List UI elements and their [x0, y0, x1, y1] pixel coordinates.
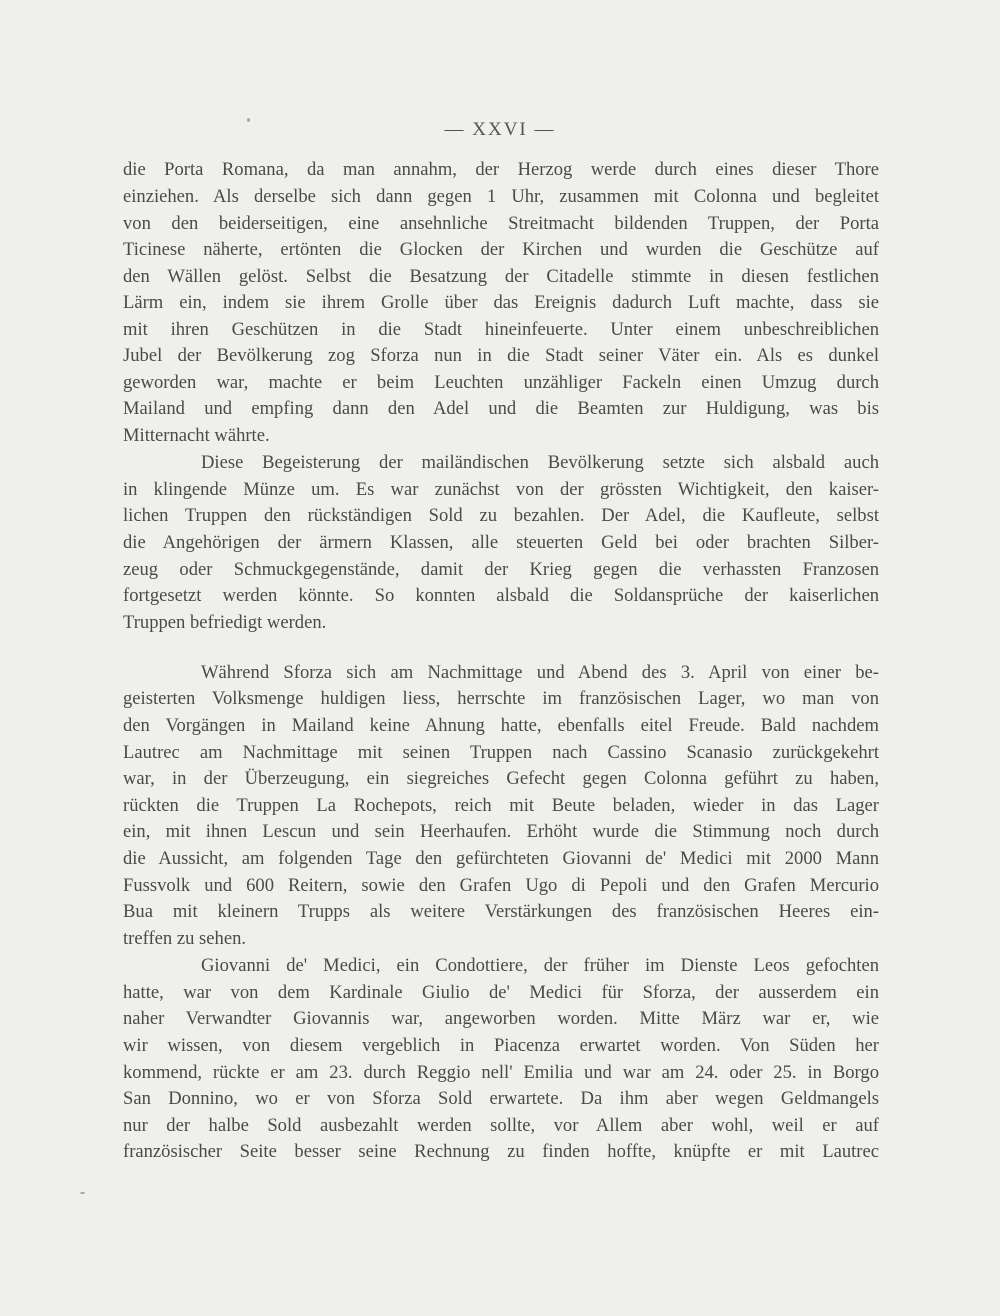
text-line: einziehen. Als derselbe sich dann gegen 1 Uhr, zusammen mit Colonna und begleitet	[123, 186, 879, 207]
text-line: die Angehörigen der ärmern Klassen, alle steuerten Geld bei oder brachten Silber-	[123, 532, 879, 553]
text-line: Lärm ein, indem sie ihrem Grolle über das Ereignis dadurch Luft machte, dass sie	[123, 292, 879, 313]
text-line: Während Sforza sich am Nachmittage und Abend des 3. April von einer be-	[201, 662, 879, 683]
text-line: treffen zu sehen.	[123, 928, 247, 949]
text-line: ein, mit ihnen Lescun und sein Heerhaufen. Erhöht wurde die Stimmung noch durch	[123, 821, 879, 842]
text-line: San Donnino, wo er von Sforza Sold erwartete. Da ihm aber wegen Geldmangels	[123, 1088, 879, 1109]
text-line: den Vorgängen in Mailand keine Ahnung hatte, ebenfalls eitel Freude. Bald nachdem	[123, 715, 879, 736]
text-line: von den beiderseitigen, eine ansehnliche Streitmacht bildenden Truppen, der Porta	[123, 213, 879, 234]
text-line: fortgesetzt werden könnte. So konnten alsbald die Soldansprüche der kaiserlichen	[123, 585, 879, 606]
text-line: den Wällen gelöst. Selbst die Besatzung der Citadelle stimmte in diesen festlichen	[123, 266, 879, 287]
text-line: lichen Truppen den rückständigen Sold zu bezahlen. Der Adel, die Kaufleute, selbst	[123, 505, 879, 526]
text-line: wir wissen, von diesem vergeblich in Piacenza erwartet worden. Von Süden her	[123, 1035, 879, 1056]
text-line: Fussvolk und 600 Reitern, sowie den Grafen Ugo di Pepoli und den Grafen Mercurio	[123, 875, 879, 896]
text-line: hatte, war von dem Kardinale Giulio de' Medici für Sforza, der ausserdem ein	[123, 982, 879, 1003]
text-line: geworden war, machte er beim Leuchten unzähliger Fackeln einen Umzug durch	[123, 372, 879, 393]
text-line: naher Verwandter Giovannis war, angeworben worden. Mitte März war er, wie	[123, 1008, 879, 1029]
text-line: Diese Begeisterung der mailändischen Bevölkerung setzte sich alsbald auch	[201, 452, 879, 473]
paper-speck	[80, 1192, 85, 1194]
text-line: Lautrec am Nachmittage mit seinen Truppen nach Cassino Scanasio zurückgekehrt	[123, 742, 879, 763]
text-line: französischer Seite besser seine Rechnung zu finden hoffte, knüpfte er mit Lautrec	[123, 1141, 879, 1162]
text-line: geisterten Volksmenge huldigen liess, herrschte im französischen Lager, wo man von	[123, 688, 879, 709]
text-line: Ticinese näherte, ertönten die Glocken der Kirchen und wurden die Geschütze auf	[123, 239, 879, 260]
text-line: die Aussicht, am folgenden Tage den gefürchteten Giovanni de' Medici mit 2000 Mann	[123, 848, 879, 869]
text-line: in klingende Münze um. Es war zunächst von der grössten Wichtigkeit, den kaiser-	[123, 479, 879, 500]
text-line: Truppen befriedigt werden.	[123, 612, 327, 633]
text-line: kommend, rückte er am 23. durch Reggio nell' Emilia und war am 24. oder 25. in Borgo	[123, 1062, 879, 1083]
text-line: war, in der Überzeugung, ein siegreiches Gefecht gegen Colonna geführt zu haben,	[123, 768, 879, 789]
text-line: Bua mit kleinern Trupps als weitere Verstärkungen des französischen Heeres ein-	[123, 901, 879, 922]
text-line: zeug oder Schmuckgegenstände, damit der Krieg gegen die verhassten Franzosen	[123, 559, 879, 580]
text-line: die Porta Romana, da man annahm, der Herzog werde durch eines dieser Thore	[123, 159, 879, 180]
text-line: nur der halbe Sold ausbezahlt werden sollte, vor Allem aber wohl, weil er auf	[123, 1115, 879, 1136]
text-line: rückten die Truppen La Rochepots, reich mit Beute beladen, wieder in das Lager	[123, 795, 879, 816]
text-line: Jubel der Bevölkerung zog Sforza nun in die Stadt seiner Väter ein. Als es dunkel	[123, 345, 879, 366]
text-line: Giovanni de' Medici, ein Condottiere, der früher im Dienste Leos gefochten	[201, 955, 879, 976]
text-line: Mailand und empfing dann den Adel und die Beamten zur Huldigung, was bis	[123, 398, 879, 419]
text-line: mit ihren Geschützen in die Stadt hineinfeuerte. Unter einem unbeschreiblichen	[123, 319, 879, 340]
page-header: — XXVI —	[444, 119, 556, 140]
text-line: Mitternacht währte.	[123, 425, 270, 446]
